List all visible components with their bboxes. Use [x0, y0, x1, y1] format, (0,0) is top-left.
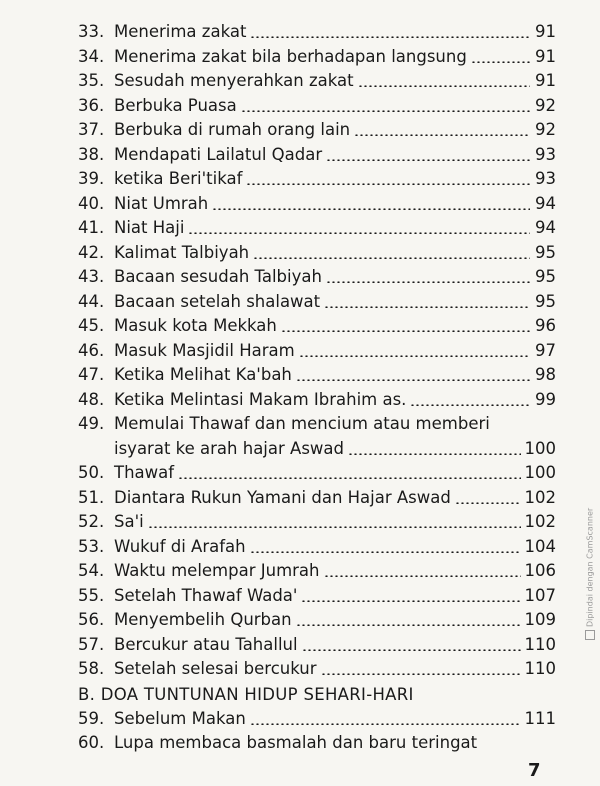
- entries-group-a: [78, 20, 556, 412]
- entry-title: Ketika Melintasi Makam Ibrahim as.: [114, 389, 407, 409]
- entry-page: 93: [535, 169, 556, 188]
- toc-entry: [78, 510, 556, 535]
- entry-title: Bercukur atau Tahallul: [114, 634, 298, 654]
- entry-title: Sa'i: [114, 512, 144, 531]
- toc-entry: [78, 339, 556, 364]
- dot-leader: [471, 61, 530, 63]
- entry-number: 41.: [78, 218, 105, 237]
- entry-number: 38.: [78, 144, 105, 164]
- dot-leader: [246, 183, 530, 185]
- toc-entry: [78, 20, 556, 45]
- entry-page: 92: [535, 95, 556, 115]
- toc-entry: [78, 314, 556, 339]
- entry-page: 95: [535, 242, 556, 262]
- entry-title: Mendapati Lailatul Qadar: [114, 144, 323, 164]
- dot-leader: [410, 404, 530, 406]
- toc-entry: [78, 290, 556, 315]
- entry-page: 106: [524, 561, 556, 580]
- entry-title: Bacaan sesudah Talbiyah: [114, 267, 322, 286]
- toc-entry: [78, 535, 556, 560]
- entry-number: 56.: [78, 610, 105, 629]
- toc-entry: [78, 94, 556, 119]
- dot-leader: [326, 159, 530, 161]
- entry-page: 104: [524, 536, 556, 556]
- dot-leader: [302, 649, 521, 651]
- dot-leader: [241, 110, 530, 112]
- toc-entry: [78, 216, 556, 241]
- entry-title: Menerima zakat: [114, 22, 247, 41]
- entry-title: Kalimat Talbiyah: [114, 242, 250, 262]
- entry-page: 95: [535, 291, 556, 311]
- entry-page: 98: [535, 365, 556, 384]
- entry-page: 91: [535, 71, 556, 90]
- entry-number: 60.: [78, 733, 105, 752]
- entry-title: Lupa membaca basmalah dan baru teringat: [114, 733, 478, 752]
- entry-page: 111: [524, 708, 556, 728]
- entry-number: 49.: [78, 414, 105, 433]
- entry-title: Masuk Masjidil Haram: [114, 340, 295, 360]
- entry-title: Waktu melempar Jumrah: [114, 561, 320, 580]
- entry-number: 48.: [78, 389, 105, 409]
- scanner-text: Dipindai dengan CamScanner: [585, 507, 595, 627]
- entry-number: 34.: [78, 46, 105, 66]
- entry-number: 55.: [78, 585, 105, 605]
- toc-entry: [78, 584, 556, 609]
- entry-number: 52.: [78, 512, 105, 531]
- toc-entry: [78, 265, 556, 290]
- entry-page: 107: [524, 585, 556, 605]
- toc-entry: [78, 167, 556, 192]
- entry-number: 47.: [78, 365, 105, 384]
- entry-page: 100: [524, 438, 556, 458]
- entries-group-b: [78, 461, 556, 682]
- toc-entry: [78, 363, 556, 388]
- entry-page: 102: [524, 487, 556, 507]
- entry-page: 100: [524, 463, 556, 482]
- dot-leader: [324, 575, 521, 577]
- entry-number: 37.: [78, 120, 105, 139]
- dot-leader: [455, 502, 521, 504]
- entry-page: 95: [535, 267, 556, 286]
- entry-page: 96: [535, 316, 556, 335]
- entry-page: 110: [524, 659, 556, 678]
- dot-leader: [250, 723, 521, 725]
- dot-leader: [250, 36, 530, 38]
- entry-number: 50.: [78, 463, 105, 482]
- toc-entry-59: [78, 707, 556, 732]
- toc-entry: [78, 143, 556, 168]
- dot-leader: [212, 208, 530, 210]
- dot-leader: [301, 600, 520, 602]
- entry-number: 57.: [78, 634, 105, 654]
- entry-title: Berbuka di rumah orang lain: [114, 120, 351, 139]
- toc-entry: [78, 657, 556, 682]
- toc-entry-49: [78, 412, 556, 437]
- entry-number: 45.: [78, 316, 105, 335]
- toc-entry: [78, 192, 556, 217]
- dot-leader: [281, 330, 530, 332]
- entry-page: 110: [524, 634, 556, 654]
- entry-page: 91: [535, 22, 556, 41]
- entry-page: 99: [535, 389, 556, 409]
- dot-leader: [348, 453, 521, 455]
- entry-page: 91: [535, 46, 556, 66]
- toc-entry: [78, 118, 556, 143]
- entry-title: Berbuka Puasa: [114, 95, 237, 115]
- section-heading: B. DOA TUNTUNAN HIDUP SEHARI-HARI: [78, 684, 414, 704]
- entry-title-line2: isyarat ke arah hajar Aswad: [114, 438, 344, 458]
- entry-page: 109: [524, 610, 556, 629]
- dot-leader: [358, 85, 530, 87]
- entry-page: 93: [535, 144, 556, 164]
- entry-number: 36.: [78, 95, 105, 115]
- entry-page: 102: [524, 512, 556, 531]
- dot-leader: [326, 281, 530, 283]
- dot-leader: [324, 306, 530, 308]
- entry-number: 46.: [78, 340, 105, 360]
- entry-title: Sebelum Makan: [114, 708, 246, 728]
- entry-title: Setelah Thawaf Wada': [114, 585, 298, 605]
- dot-leader: [296, 624, 521, 626]
- entry-title: Niat Umrah: [114, 193, 209, 213]
- toc-entry: [78, 461, 556, 486]
- entry-number: 54.: [78, 561, 105, 580]
- entry-number: 35.: [78, 71, 105, 90]
- toc-entry-49-continuation: [78, 437, 556, 462]
- entry-number: 58.: [78, 659, 105, 678]
- camscanner-icon: [585, 630, 595, 640]
- toc-entry: [78, 633, 556, 658]
- toc-entry: [78, 69, 556, 94]
- entry-title: Menyembelih Qurban: [114, 610, 292, 629]
- toc-entry: [78, 388, 556, 413]
- entry-number: 43.: [78, 267, 105, 286]
- entry-page: 92: [535, 120, 556, 139]
- entry-title: Wukuf di Arafah: [114, 536, 246, 556]
- entry-number: 42.: [78, 242, 105, 262]
- entry-page: 97: [535, 340, 556, 360]
- toc-entry-60: [78, 731, 556, 756]
- entry-title: ketika Beri'tikaf: [114, 169, 243, 188]
- entry-number: 40.: [78, 193, 105, 213]
- dot-leader: [253, 257, 530, 259]
- scanner-watermark: [585, 508, 595, 640]
- entry-title: Niat Haji: [114, 218, 185, 237]
- entry-title: Thawaf: [114, 463, 175, 482]
- entry-title: Masuk kota Mekkah: [114, 316, 277, 335]
- toc-entry: [78, 241, 556, 266]
- toc-entry: [78, 486, 556, 511]
- dot-leader: [250, 551, 521, 553]
- entry-title: Menerima zakat bila berhadapan langsung: [114, 46, 467, 66]
- entry-title-line1: Memulai Thawaf dan mencium atau memberi: [114, 414, 490, 433]
- dot-leader: [296, 379, 530, 381]
- dot-leader: [354, 134, 530, 136]
- page-number: 7: [528, 760, 541, 781]
- entry-number: 53.: [78, 536, 105, 556]
- dot-leader: [148, 526, 521, 528]
- toc-entry: [78, 45, 556, 70]
- entry-title: Sesudah menyerahkan zakat: [114, 71, 354, 90]
- dot-leader: [188, 232, 530, 234]
- table-of-contents: [78, 20, 556, 756]
- entry-title: Bacaan setelah shalawat: [114, 291, 321, 311]
- dot-leader: [178, 477, 520, 479]
- entry-page: 94: [535, 193, 556, 213]
- entry-number: 33.: [78, 22, 105, 41]
- entry-page: 94: [535, 218, 556, 237]
- dot-leader: [321, 673, 521, 675]
- entry-title: Ketika Melihat Ka'bah: [114, 365, 292, 384]
- dot-leader: [299, 355, 530, 357]
- toc-entry: [78, 608, 556, 633]
- entry-number: 59.: [78, 708, 105, 728]
- entry-number: 51.: [78, 487, 105, 507]
- toc-entry: [78, 559, 556, 584]
- entry-number: 44.: [78, 291, 105, 311]
- entry-title: Setelah selesai bercukur: [114, 659, 317, 678]
- entry-number: 39.: [78, 169, 105, 188]
- entry-title: Diantara Rukun Yamani dan Hajar Aswad: [114, 487, 451, 507]
